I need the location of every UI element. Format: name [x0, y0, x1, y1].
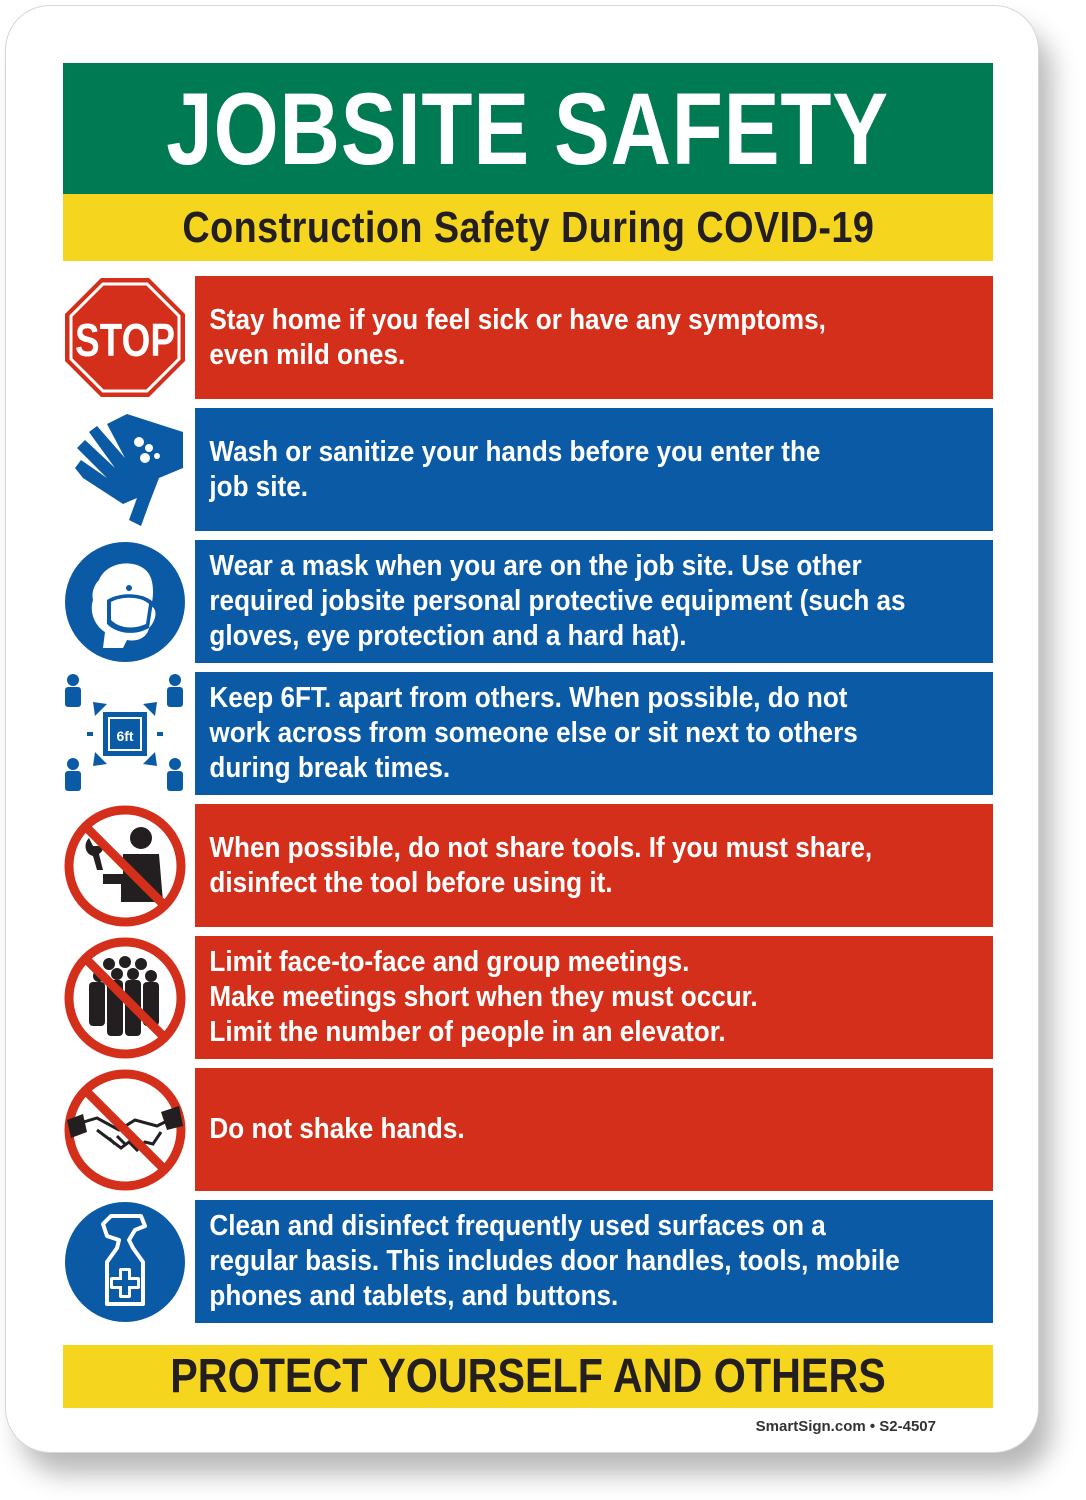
- rule-text: When possible, do not share tools. If you must share, disinfect the tool before using it.: [209, 831, 873, 899]
- rule-row: [63, 276, 993, 399]
- disinfectant-spray-icon: [63, 1200, 187, 1323]
- sign-credit: SmartSign.com • S2-4507: [755, 1418, 936, 1435]
- safety-sign: [6, 6, 1038, 1452]
- rule-bar: [195, 804, 993, 927]
- rule-row: [63, 936, 993, 1059]
- footer-banner: [63, 1345, 993, 1408]
- no-tool-sharing-icon: [63, 804, 187, 927]
- rule-row: [63, 408, 993, 531]
- rule-bar: [195, 276, 993, 399]
- rule-bar: [195, 540, 993, 663]
- rule-row: [63, 1200, 993, 1323]
- rule-text: Limit face-to-face and group meetings. Make meetings short when they must occur. Limit the number of people in an elevator.: [209, 946, 758, 1048]
- rule-row: [63, 1068, 993, 1191]
- rule-row: [63, 540, 993, 663]
- rule-bar: [195, 408, 993, 531]
- rule-bar: [195, 1068, 993, 1191]
- rule-text: Keep 6FT. apart from others. When possible, do not work across from someone else or sit next to others during break times.: [209, 682, 858, 784]
- page-title: JOBSITE SAFETY: [166, 71, 890, 186]
- rule-row: [63, 804, 993, 927]
- social-distance-icon: [63, 672, 187, 795]
- hand-washing-icon: [63, 408, 187, 531]
- rule-text: Wear a mask when you are on the job site. Use other required jobsite personal protective equipment (such as gloves, eye protection and a hard hat).: [209, 550, 906, 652]
- no-handshake-icon: [63, 1068, 187, 1191]
- rule-text: Stay home if you feel sick or have any symptoms, even mild ones.: [209, 303, 826, 371]
- rule-bar: [195, 936, 993, 1059]
- rule-bar: [195, 672, 993, 795]
- rule-row: [63, 672, 993, 795]
- subtitle-banner: [63, 194, 993, 261]
- distance-label: 6ft: [116, 728, 134, 744]
- no-gathering-icon: [63, 936, 187, 1059]
- stop-sign-text: STOP: [75, 314, 175, 366]
- face-mask-icon: [63, 540, 187, 663]
- page-subtitle: Construction Safety During COVID-19: [181, 202, 875, 252]
- rule-text: Do not shake hands.: [209, 1113, 465, 1145]
- rule-text: Clean and disinfect frequently used surfaces on a regular basis. This includes door handles, tools, mobile phones and tablets, and buttons.: [209, 1210, 900, 1312]
- stop-sign-icon: [63, 276, 187, 399]
- title-banner: [63, 63, 993, 194]
- rule-text: Wash or sanitize your hands before you enter the job site.: [209, 435, 821, 503]
- rule-bar: [195, 1200, 993, 1323]
- footer-slogan: PROTECT YOURSELF AND OTHERS: [170, 1350, 886, 1403]
